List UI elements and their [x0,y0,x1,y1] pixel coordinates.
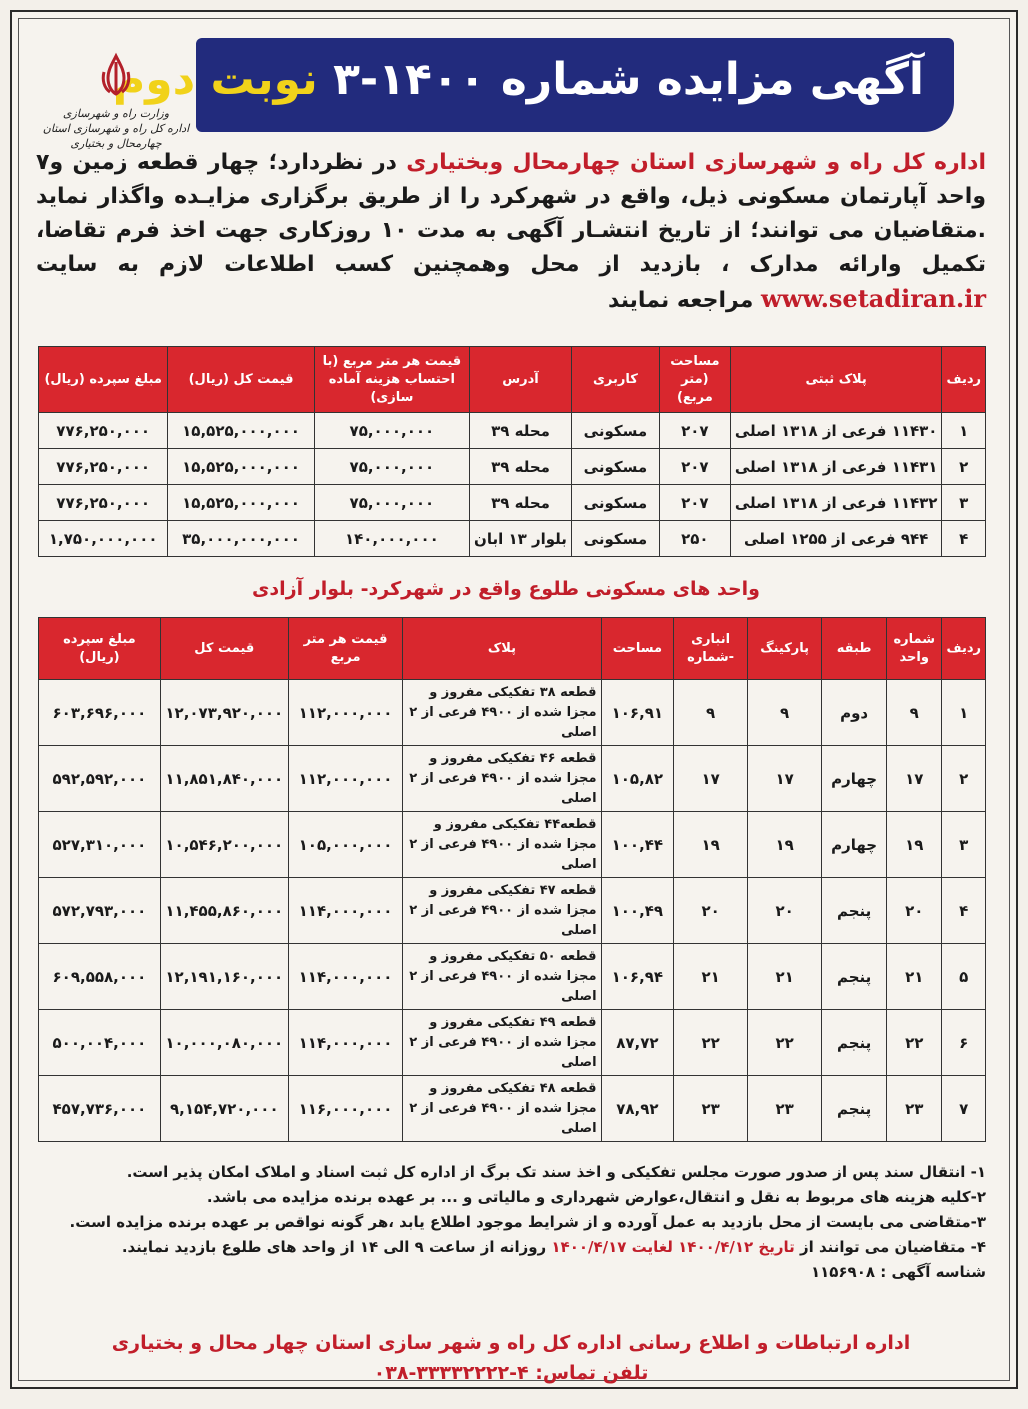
table-cell: ۱۰۶,۹۱ [601,680,674,746]
table-cell: ۲۲ [748,1010,822,1076]
table-cell: ۱۰,۰۰۰,۰۸۰,۰۰۰ [160,1010,288,1076]
table-cell: چهارم [822,746,887,812]
table-cell: ۲۲ [887,1010,942,1076]
table-cell: ۲ [942,746,986,812]
table-cell: ۱,۷۵۰,۰۰۰,۰۰۰ [39,521,168,557]
table-cell: ۱۹ [887,812,942,878]
intro-text-end: مراجعه نمایند [607,288,761,313]
table-cell: قطعه ۴۸ تفکیکی مفروز و مجزا شده از ۴۹۰۰ فرعی از ۲ اصلی [403,1076,601,1142]
table-cell: ۲۰ [887,878,942,944]
table-row [39,485,986,521]
table-cell: ۲۲ [674,1010,748,1076]
table-cell: قطعه۴۴ تفکیکی مفروز و مجزا شده از ۴۹۰۰ فرعی از ۲ اصلی [403,812,601,878]
table-cell: ۲۱ [674,944,748,1010]
column-header: قیمت کل [160,618,288,680]
note-item: ۲-کلیه هزینه های مربوط به نقل و انتقال،عوارض شهرداری و مالیاتی و ... بر عهده برنده مزایده می باشد. [206,1188,986,1206]
table-cell: ۵۷۲,۷۹۳,۰۰۰ [39,878,161,944]
iran-emblem-icon [96,52,136,98]
column-header: پلاک [403,618,601,680]
section-title: واحد های مسکونی طلوع واقع در شهرکرد- بلوار آزادی [252,578,760,600]
table-cell: ۴ [942,521,986,557]
table-cell: ۱۰۵,۸۲ [601,746,674,812]
ad-page [10,10,1018,1389]
table-cell: ۲۳ [674,1076,748,1142]
column-header: ردیف [942,347,986,413]
column-header: شماره واحد [887,618,942,680]
table-cell: ۲۱ [748,944,822,1010]
table-cell: ۷۵,۰۰۰,۰۰۰ [314,413,469,449]
table-cell: ۱۰۰,۴۹ [601,878,674,944]
intro-paragraph [36,146,986,318]
apartments-table [38,617,986,1142]
table-header-row [39,618,986,680]
table-cell: ۲ [942,449,986,485]
table-cell: ۶۰۹,۵۵۸,۰۰۰ [39,944,161,1010]
table-cell: ۲۰ [674,878,748,944]
table-cell: ۱۱۲,۰۰۰,۰۰۰ [288,680,403,746]
column-header: پلاک ثبتی [730,347,942,413]
table-cell: قطعه ۳۸ تفکیکی مفروز و مجزا شده از ۴۹۰۰ فرعی از ۲ اصلی [403,680,601,746]
table-cell: ۲۱ [887,944,942,1010]
table-cell: ۳۵,۰۰۰,۰۰۰,۰۰۰ [168,521,314,557]
footer [36,1328,986,1388]
column-header: پارکینگ [748,618,822,680]
table-cell: ۳ [942,485,986,521]
table-cell: پنجم [822,878,887,944]
table-cell: ۱۱,۸۵۱,۸۴۰,۰۰۰ [160,746,288,812]
table-cell: ۲۰ [748,878,822,944]
table-cell: ۱۹ [674,812,748,878]
table-cell: ۷۵,۰۰۰,۰۰۰ [314,449,469,485]
intro-text: در نظردارد؛ چهار قطعه زمین و۷ واحد آپارتمان مسکونی ذیل، واقع در شهرکرد را از طریق برگزاری مزایـده واگذار نماید .متقاضیان می توانند؛ از تاریخ انتشـار آگهی به مدت ۱۰ روزکاری جهت اخذ فرم تقاضا، تکمیل وارائه مدارک ، بازدید از محل وهمچنین کسب اطلاعات لازم به سایت [36,150,987,277]
table-cell: ۱۰۵,۰۰۰,۰۰۰ [288,812,403,878]
table-cell: پنجم [822,1010,887,1076]
table-cell: ۷۷۶,۲۵۰,۰۰۰ [39,413,168,449]
table-cell: ۱۱۴,۰۰۰,۰۰۰ [288,1010,403,1076]
column-header: قیمت کل (ریال) [168,347,314,413]
table-cell: ۲۳ [887,1076,942,1142]
table-row [39,812,986,878]
table-cell: ۱۱۶,۰۰۰,۰۰۰ [288,1076,403,1142]
table-cell: ۱۱۴۳۱ فرعی از ۱۳۱۸ اصلی [730,449,942,485]
column-header: کاربری [571,347,659,413]
column-header: طبقه [822,618,887,680]
column-header: قیمت هر متر مربع [288,618,403,680]
table-cell: ۹ [748,680,822,746]
table-cell: ۱۷ [674,746,748,812]
table-cell: محله ۳۹ [470,485,572,521]
table-cell: ۲۰۷ [659,449,730,485]
table-row [39,449,986,485]
table-cell: ۳ [942,812,986,878]
table-cell: قطعه ۵۰ تفکیکی مفروز و مجزا شده از ۴۹۰۰ فرعی از ۲ اصلی [403,944,601,1010]
table-cell: ۵۲۷,۳۱۰,۰۰۰ [39,812,161,878]
land-table [38,346,986,557]
table-row [39,1076,986,1142]
table-cell: ۷ [942,1076,986,1142]
table-cell: ۱۱,۴۵۵,۸۶۰,۰۰۰ [160,878,288,944]
logo-line: وزارت راه و شهرسازی [62,107,170,120]
table-cell: ۹,۱۵۴,۷۲۰,۰۰۰ [160,1076,288,1142]
note-text: روزانه از ساعت ۹ الی ۱۴ از واحد های طلوع بازدید نمایند. [121,1238,552,1256]
table-cell: ۱۱۴۳۰ فرعی از ۱۳۱۸ اصلی [730,413,942,449]
table-cell: ۱۰۶,۹۴ [601,944,674,1010]
table-cell: ۴۵۷,۷۳۶,۰۰۰ [39,1076,161,1142]
note-item: ۳-متقاضی می بایست از محل بازدید به عمل آورده و از شرایط موجود اطلاع یابد ،هر گونه نواقص بر عهده برنده مزایده است. [69,1213,986,1231]
table-cell: ۱۱۴,۰۰۰,۰۰۰ [288,878,403,944]
table-cell: قطعه ۴۶ تفکیکی مفروز و مجزا شده از ۴۹۰۰ فرعی از ۲ اصلی [403,746,601,812]
table-header-row [39,347,986,413]
table-cell: ۹ [674,680,748,746]
table-cell: بلوار ۱۳ ابان [470,521,572,557]
table-cell: ۱۵,۵۲۵,۰۰۰,۰۰۰ [168,485,314,521]
table-cell: ۱۵,۵۲۵,۰۰۰,۰۰۰ [168,449,314,485]
table-cell: ۲۰۷ [659,485,730,521]
table-cell: ۴ [942,878,986,944]
table-cell: مسکونی [571,521,659,557]
table-cell: مسکونی [571,413,659,449]
table-cell: ۶۰۳,۶۹۶,۰۰۰ [39,680,161,746]
footer-org: اداره ارتباطات و اطلاع رسانی اداره کل راه و شهر سازی استان چهار محال و بختیاری [111,1332,911,1354]
column-header: آدرس [470,347,572,413]
column-header: انباری -شماره [674,618,748,680]
table-cell: ۱۰,۵۴۶,۲۰۰,۰۰۰ [160,812,288,878]
table-cell: ۱۵,۵۲۵,۰۰۰,۰۰۰ [168,413,314,449]
table-cell: محله ۳۹ [470,413,572,449]
table-row [39,878,986,944]
table-cell: چهارم [822,812,887,878]
table-cell: ۱۱۲,۰۰۰,۰۰۰ [288,746,403,812]
table-cell: ۱۷ [887,746,942,812]
table-cell: پنجم [822,944,887,1010]
table-cell: ۱ [942,413,986,449]
table-row [39,944,986,1010]
table-cell: ۹ [887,680,942,746]
column-header: مبلغ سپرده (ریال) [39,618,161,680]
table-cell: ۷۸,۹۲ [601,1076,674,1142]
table-cell: محله ۳۹ [470,449,572,485]
table-cell: ۷۵,۰۰۰,۰۰۰ [314,485,469,521]
logo-line: چهارمحال و بختیاری [70,137,162,150]
table-cell: ۱۹ [748,812,822,878]
table-row [39,521,986,557]
table-cell: مسکونی [571,449,659,485]
table-row [39,1010,986,1076]
round-label: نوبت دوم [113,54,318,105]
column-header: مبلغ سپرده (ریال) [39,347,168,413]
visit-dates: تاریخ ۱۴۰۰/۴/۱۲ لغایت ۱۴۰۰/۴/۱۷ [551,1238,795,1256]
table-row [39,413,986,449]
column-header: مساحت [601,618,674,680]
table-cell: قطعه ۴۹ تفکیکی مفروز و مجزا شده از ۴۹۰۰ فرعی از ۲ اصلی [403,1010,601,1076]
column-header: مساحت (متر مربع) [659,347,730,413]
table-cell: ۱۱۴۳۲ فرعی از ۱۳۱۸ اصلی [730,485,942,521]
table-cell: ۱۷ [748,746,822,812]
table-row [39,680,986,746]
table-cell: ۸۷,۷۲ [601,1010,674,1076]
note-item [36,1235,986,1260]
table-cell: ۷۷۶,۲۵۰,۰۰۰ [39,449,168,485]
table-cell: ۱ [942,680,986,746]
notes-section [36,1160,986,1285]
logo-line: اداره کل راه و شهرسازی استان [42,122,190,135]
ad-id: شناسه آگهی : ۱۱۵۶۹۰۸ [810,1263,986,1281]
table-cell: ۹۴۴ فرعی از ۱۲۵۵ اصلی [730,521,942,557]
table-cell: ۱۱۴,۰۰۰,۰۰۰ [288,944,403,1010]
table-cell: پنجم [822,1076,887,1142]
ad-title: آگهی مزایده شماره ۱۴۰۰-۳ [333,54,924,105]
table-cell: مسکونی [571,485,659,521]
table-cell: ۵۰۰,۰۰۴,۰۰۰ [39,1010,161,1076]
column-header: ردیف [942,618,986,680]
table-cell: ۶ [942,1010,986,1076]
table-cell: ۱۲,۰۷۳,۹۲۰,۰۰۰ [160,680,288,746]
table-cell: ۵ [942,944,986,1010]
note-item: ۱- انتقال سند پس از صدور صورت مجلس تفکیکی و اخذ سند تک برگ از اداره کل ثبت اسناد و املاک امکان پذیر است. [126,1163,986,1181]
website-link[interactable]: www.setadiran.ir [761,284,986,313]
table-cell: دوم [822,680,887,746]
ad-title-line [113,48,924,112]
table-cell: ۲۰۷ [659,413,730,449]
table-cell: ۲۳ [748,1076,822,1142]
table-cell: قطعه ۴۷ تفکیکی مفروز و مجزا شده از ۴۹۰۰ فرعی از ۲ اصلی [403,878,601,944]
table-cell: ۲۵۰ [659,521,730,557]
column-header: قیمت هر متر مربع (با احتساب هزینه آماده سازی) [314,347,469,413]
table-cell: ۱۰۰,۴۴ [601,812,674,878]
table-cell: ۵۹۲,۵۹۲,۰۰۰ [39,746,161,812]
table-cell: ۱۴۰,۰۰۰,۰۰۰ [314,521,469,557]
table-row [39,746,986,812]
table-cell: ۱۲,۱۹۱,۱۶۰,۰۰۰ [160,944,288,1010]
note-text: ۴- متقاضیان می توانند از [794,1238,986,1256]
footer-phone: تلفن تماس: ۴-۳۳۳۳۲۲۲۲-۰۳۸ [373,1362,649,1384]
table-cell: ۷۷۶,۲۵۰,۰۰۰ [39,485,168,521]
org-name: اداره کل راه و شهرسازی استان چهارمحال وبختیاری [406,150,987,175]
